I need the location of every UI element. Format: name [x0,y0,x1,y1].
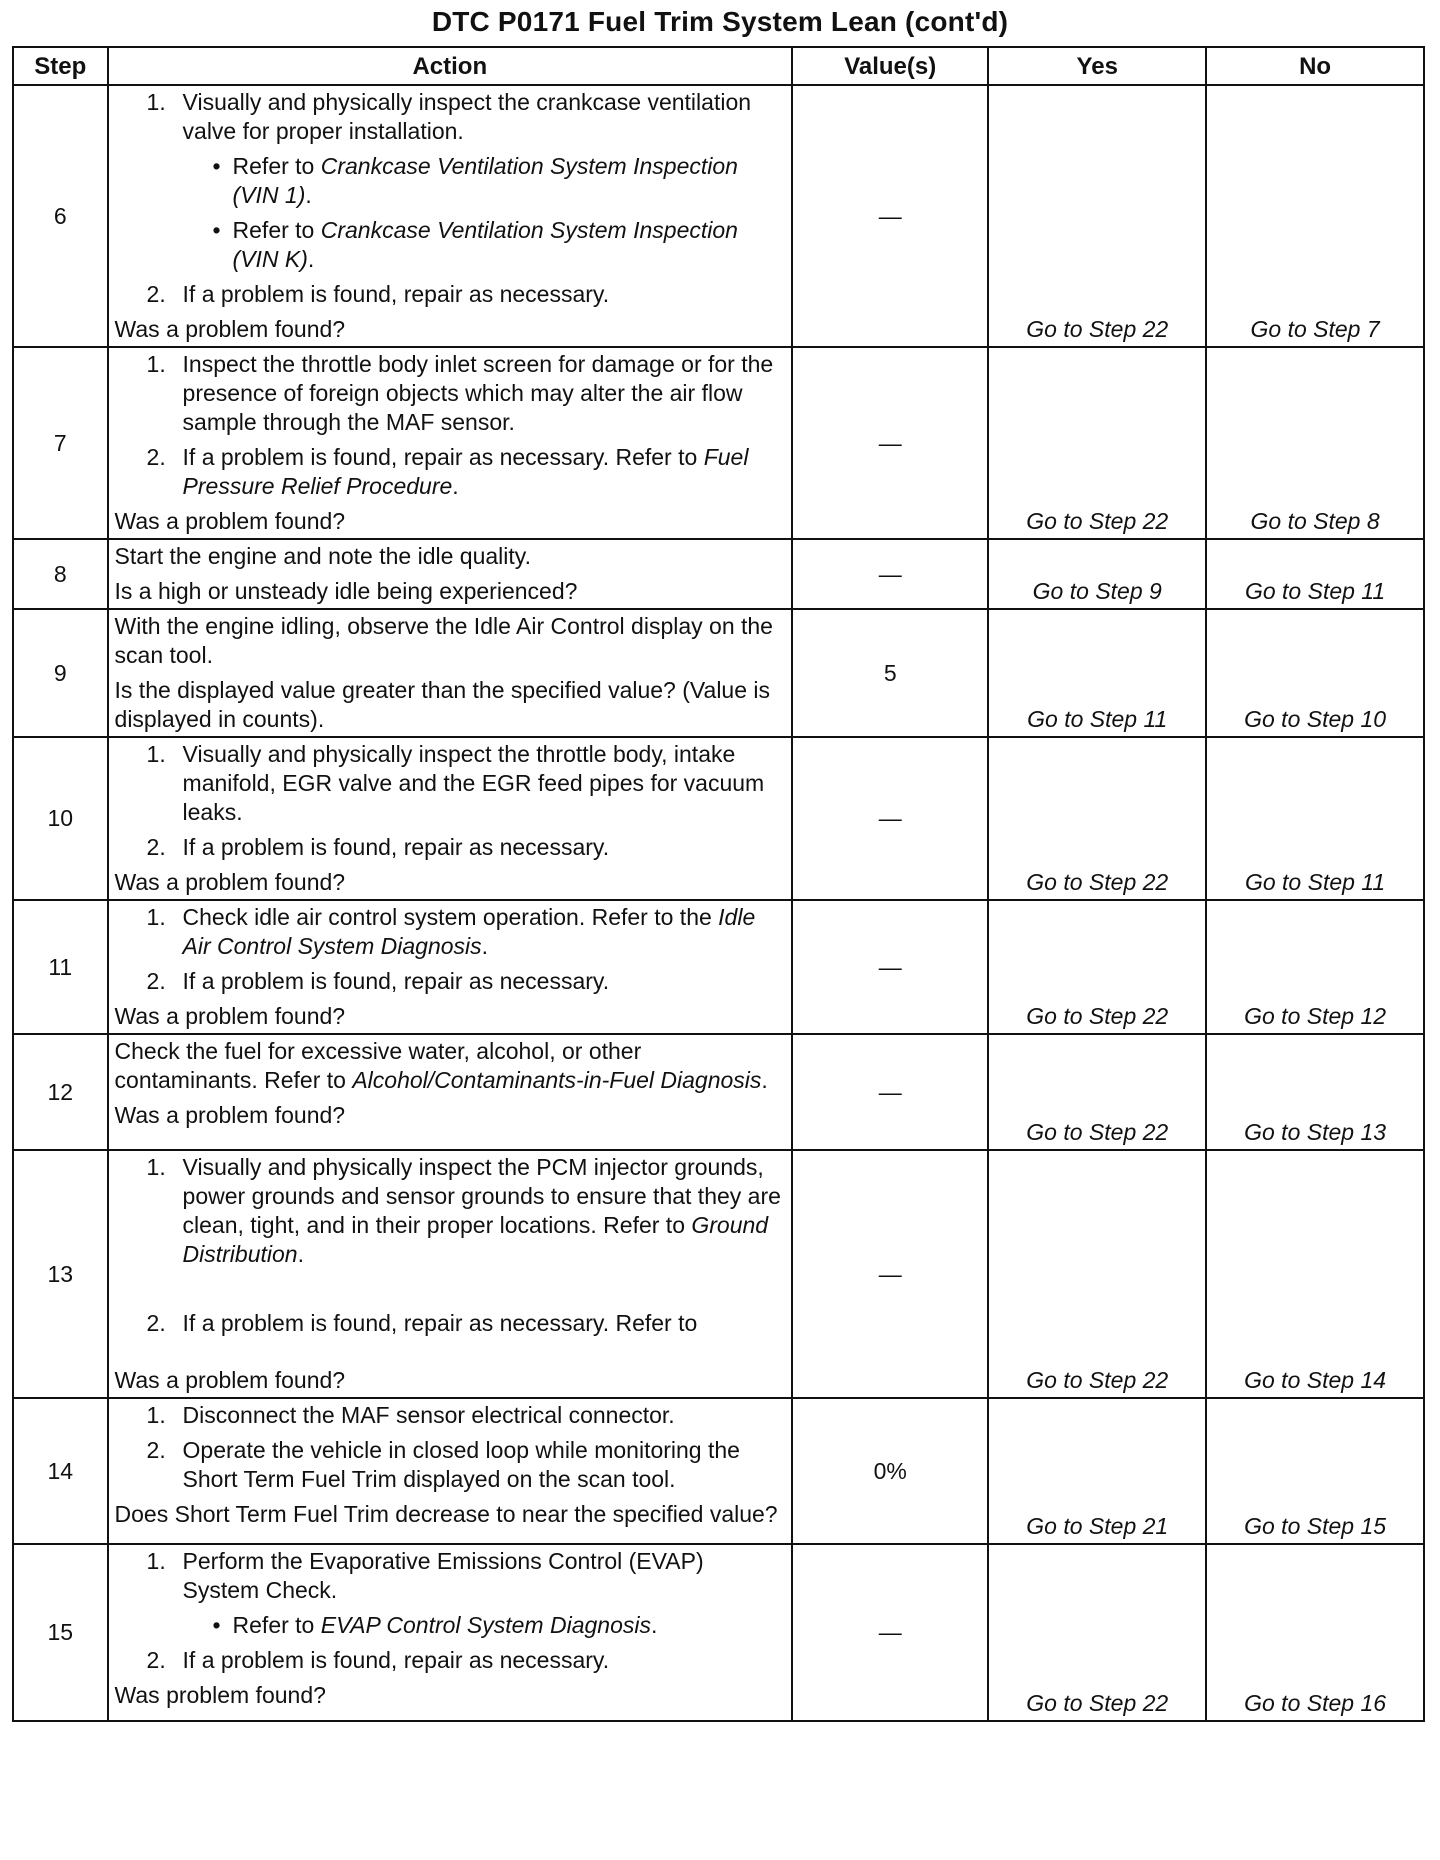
header-values: Value(s) [792,47,988,85]
table-row-step-8 [13,539,1424,609]
action-item [147,1153,786,1269]
step-number: 14 [13,1398,108,1544]
reference-list [183,1611,786,1640]
action-item [147,1309,786,1338]
action-paragraph: Start the engine and note the idle quality. [114,543,531,569]
reference-suffix: . [481,933,489,959]
action-text: If a problem is found, repair as necessary. [182,968,610,994]
diagnostic-table [12,46,1425,1722]
no-goto-link[interactable]: Go to Step 16 [1206,1544,1424,1721]
header-yes: Yes [988,47,1206,85]
table-row-step-6 [13,85,1424,347]
action-item [147,967,786,996]
step-number: 8 [13,539,108,609]
reference-list [183,152,786,274]
reference-prefix: Refer to [232,153,321,179]
action-text: If a problem is found, repair as necessary. Refer to [182,444,704,470]
reference-suffix: . [297,1241,304,1267]
action-text: Inspect the throttle body inlet screen for damage or for the presence of foreign objects which may alter the air flow sample through the MAF sensor. [182,351,774,435]
action-steps [115,1547,786,1675]
no-goto-link[interactable]: Go to Step 7 [1206,85,1424,347]
table-row-step-11 [13,900,1424,1034]
step-number: 7 [13,347,108,539]
action-item [147,1547,786,1640]
action-item [147,1401,786,1430]
step-number: 6 [13,85,108,347]
reference-prefix: Refer to [232,1612,321,1638]
action-steps [115,1153,786,1338]
action-cell [108,85,793,347]
action-steps [115,350,786,501]
no-goto-link[interactable]: Go to Step 8 [1206,347,1424,539]
action-item [147,740,786,827]
table-row-step-14 [13,1398,1424,1544]
reference-link[interactable]: EVAP Control System Diagnosis [320,1612,651,1638]
action-text: Check the fuel for excessive water, alcohol, or other contaminants. Refer to [114,1038,642,1093]
reference-suffix: . [761,1067,768,1093]
step-number: 11 [13,900,108,1034]
question-text: Was a problem found? [114,1003,346,1029]
value-cell: 5 [792,609,988,737]
yes-goto-link[interactable]: Go to Step 9 [988,539,1206,609]
action-text: Disconnect the MAF sensor electrical connector. [182,1402,675,1428]
header-step: Step [13,47,108,85]
action-text: Perform the Evaporative Emissions Control (EVAP) System Check. [182,1548,704,1603]
table-row-step-10 [13,737,1424,900]
action-item [147,443,786,501]
table-row-step-15 [13,1544,1424,1721]
reference-item [213,216,786,274]
action-item [147,903,786,961]
question-text: Was a problem found? [114,1367,346,1393]
no-goto-link[interactable]: Go to Step 11 [1206,737,1424,900]
action-steps [115,1401,786,1494]
step-number: 9 [13,609,108,737]
yes-goto-link[interactable]: Go to Step 22 [988,347,1206,539]
action-cell [108,609,793,737]
action-steps [115,740,786,862]
action-cell [108,1544,793,1721]
no-goto-link[interactable]: Go to Step 13 [1206,1034,1424,1150]
action-cell [108,737,793,900]
yes-goto-link[interactable]: Go to Step 22 [988,1034,1206,1150]
value-cell: — [792,1544,988,1721]
question-text: Was a problem found? [114,1102,346,1128]
table-header-row [13,47,1424,85]
action-steps [115,88,786,309]
no-goto-link[interactable]: Go to Step 14 [1206,1150,1424,1398]
action-text: If a problem is found, repair as necessary. Refer to [182,1310,698,1336]
action-steps [115,903,786,996]
table-row-step-13 [13,1150,1424,1398]
reference-link[interactable]: Fuel Pressure Relief Procedure [182,444,749,499]
reference-item [213,152,786,210]
reference-prefix: Refer to [232,217,321,243]
yes-goto-link[interactable]: Go to Step 21 [988,1398,1206,1544]
question-text: Was a problem found? [114,869,346,895]
value-cell: — [792,1150,988,1398]
header-no: No [1206,47,1424,85]
action-item [147,350,786,437]
question-text: Is a high or unsteady idle being experienced? [114,578,578,604]
value-cell: — [792,85,988,347]
step-number: 15 [13,1544,108,1721]
value-cell: — [792,737,988,900]
reference-link[interactable]: Idle Air Control System Diagnosis [182,904,756,959]
question-text: Was a problem found? [114,508,346,534]
yes-goto-link[interactable]: Go to Step 22 [988,900,1206,1034]
yes-goto-link[interactable]: Go to Step 22 [988,85,1206,347]
action-text: Visually and physically inspect the throttle body, intake manifold, EGR valve and the EGR feed pipes for vacuum leaks. [182,741,765,825]
table-row-step-7 [13,347,1424,539]
yes-goto-link[interactable]: Go to Step 22 [988,1150,1206,1398]
action-text: Visually and physically inspect the PCM injector grounds, power grounds and sensor grounds to ensure that they are clean, tight, and in their proper locations. Refer to [182,1154,781,1238]
value-cell: — [792,900,988,1034]
table-row-step-9 [13,609,1424,737]
yes-goto-link[interactable]: Go to Step 22 [988,1544,1206,1721]
action-cell [108,900,793,1034]
step-number: 12 [13,1034,108,1150]
action-paragraph: With the engine idling, observe the Idle Air Control display on the scan tool. [114,613,773,668]
reference-suffix: . [650,1612,658,1638]
action-text: Check idle air control system operation. Refer to the [182,904,719,930]
no-goto-link[interactable]: Go to Step 15 [1206,1398,1424,1544]
action-text: Visually and physically inspect the crankcase ventilation valve for proper installation. [182,89,752,144]
value-cell: — [792,539,988,609]
reference-suffix: . [452,473,459,499]
action-cell [108,1398,793,1544]
table-row-step-12 [13,1034,1424,1150]
action-text: Operate the vehicle in closed loop while monitoring the Short Term Fuel Trim displayed on the scan tool. [182,1437,740,1492]
action-cell [108,1150,793,1398]
value-cell: — [792,1034,988,1150]
action-item [147,280,786,309]
action-item [147,1436,786,1494]
value-cell: — [792,347,988,539]
yes-goto-link[interactable]: Go to Step 11 [988,609,1206,737]
reference-link[interactable]: Ground Distribution [182,1212,769,1267]
question-text: Was a problem found? [114,316,346,342]
question-text: Does Short Term Fuel Trim decrease to near the specified value? [114,1501,778,1527]
action-cell [108,347,793,539]
action-text: If a problem is found, repair as necessary. [182,834,610,860]
yes-goto-link[interactable]: Go to Step 22 [988,737,1206,900]
no-goto-link[interactable]: Go to Step 11 [1206,539,1424,609]
reference-suffix: . [305,182,312,208]
action-item [147,1646,786,1675]
reference-item [213,1611,786,1640]
action-text: If a problem is found, repair as necessary. [182,1647,610,1673]
page-title: DTC P0171 Fuel Trim System Lean (cont'd) [431,6,1009,37]
action-paragraph [115,1037,786,1095]
step-number: 13 [13,1150,108,1398]
action-cell [108,539,793,609]
reference-link[interactable]: Crankcase Ventilation System Inspection (VIN 1) [232,153,738,208]
header-action: Action [108,47,793,85]
question-text: Is the displayed value greater than the specified value? (Value is displayed in counts). [114,677,771,732]
reference-suffix: . [307,246,315,272]
action-item [147,833,786,862]
value-cell: 0% [792,1398,988,1544]
reference-link[interactable]: Alcohol/Contaminants-in-Fuel Diagnosis [352,1067,762,1093]
question-text: Was problem found? [114,1682,326,1708]
action-text: If a problem is found, repair as necessary. [182,281,610,307]
reference-link[interactable]: Crankcase Ventilation System Inspection (VIN K) [232,217,738,272]
action-cell [108,1034,793,1150]
no-goto-link[interactable]: Go to Step 12 [1206,900,1424,1034]
no-goto-link[interactable]: Go to Step 10 [1206,609,1424,737]
action-item [147,88,786,274]
step-number: 10 [13,737,108,900]
